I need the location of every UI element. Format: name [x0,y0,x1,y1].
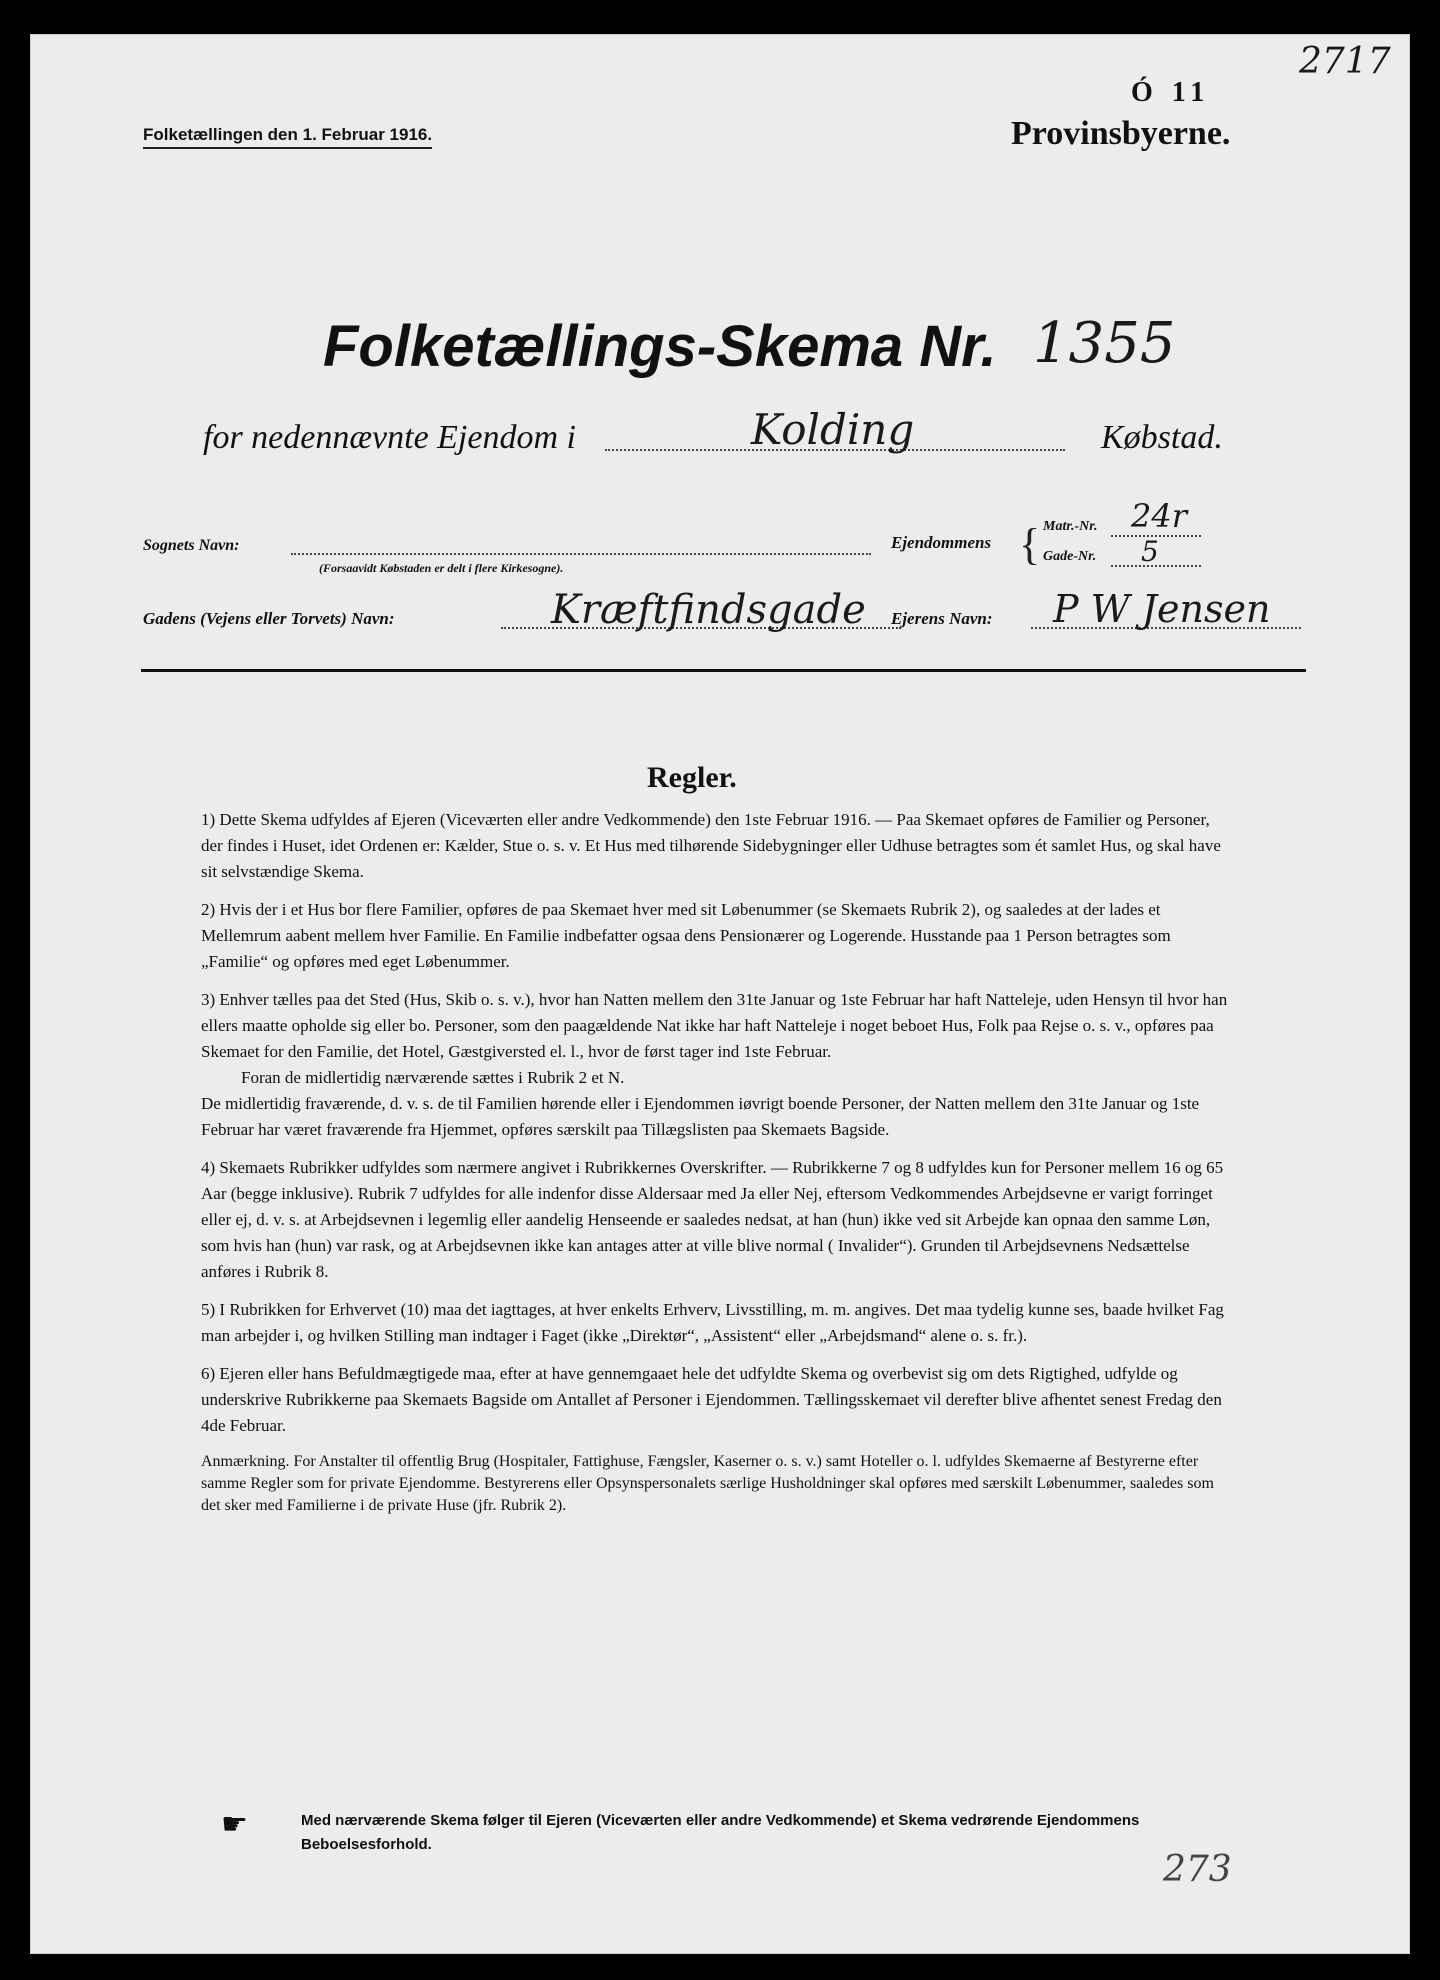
page-number: 2717 [1299,41,1391,82]
census-form-sheet [30,34,1410,1954]
gade-label: Gade-Nr. [1043,549,1097,564]
town-value: Kolding [751,405,915,454]
form-title [323,313,997,380]
property-line-suffix: Købstad. [1101,419,1223,456]
property-line-prefix: for nedennævnte Ejendom i [203,419,576,456]
street-label: Gadens (Vejens eller Torvets) Navn: [143,609,395,628]
bottom-number: 273 [1163,1849,1232,1890]
rules-title: Regler. [647,761,737,794]
census-header: Folketællingen den 1. Februar 1916. [143,125,432,149]
rule-5: 5) I Rubrikken for Erhvervet (10) maa det iagttages, at hver enkelts Erhverv, Livsstilling, m. m. angives. Det maa tydelig kunne ses, baade hvilket Fag man arbejder i, og hvilken Stilling man indtager i Faget (ikke „Direktør“, „Assistent“ eller „Arbejdsmand“ alene o. s. fr.). [201,1300,1224,1345]
gade-value: 5 [1141,535,1159,568]
form-title-text: Folketællings-Skema Nr. [323,314,997,379]
rule-1: 1) Dette Skema udfyldes af Ejeren (Viceværten eller andre Vedkommende) den 1ste Februar 1916. — Paa Skemaet opføres de Familier og Personer, der findes i Huset, idet Ordenen er: Kælder, Stue o. s. v. Et Hus med tilhørende Sidebygninger eller Udhuse betragtes som ét samlet Hus, og skal have sit selvstændige Skema. [201,810,1221,881]
rule-2: 2) Hvis der i et Hus bor flere Familier, opføres de paa Skemaet hver med sit Løbenummer (se Skemaets Rubrik 2), og saaledes at der lades et Mellemrum aabent mellem hver Familie. En Familie indbefatter ogsaa dens Pensionærer og Logerende. Husstande paa 1 Person betragtes som „Familie“ og opføres med eget Løbenummer. [201,900,1171,971]
rule-3: 3) Enhver tælles paa det Sted (Hus, Skib o. s. v.), hvor han Natten mellem den 31te Januar og 1ste Februar har haft Natteleje, uden Hensyn til hvor han ellers maatte opholde sig eller bo. Personer, som den paagældende Nat ikke har haft Natteleje i noget beboet Hus, Folk paa Rejse o. s. v., opføres paa Skemaet for den Familie, det Hotel, Gæstgiversted el. l., hvor de først tager ind 1ste Februar. [201,990,1228,1061]
parish-dotted-line [291,553,871,555]
corner-code: Ó 11 [1131,77,1211,108]
owner-label: Ejerens Navn: [891,609,993,628]
form-number: 1355 [1033,311,1176,376]
street-value: Kræftfindsgade [551,587,866,633]
parish-note: (Forsaavidt Købstaden er delt i flere Kirkesogne). [319,561,564,575]
parish-label: Sognets Navn: [143,537,240,554]
matr-value: 24r [1131,497,1188,535]
region-title: Provinsbyerne. [1011,115,1231,152]
rule-3-present: Foran de midlertidig nærværende sættes i Rubrik 2 et N. [241,1068,625,1087]
rule-remark: Anmærkning. For Anstalter til offentlig Brug (Hospitaler, Fattighuse, Fængsler, Kaserner o. s. v.) samt Hoteller o. l. udfyldes Skemaerne af Bestyrerne efter samme Regler som for private Ejendomme. Bestyrerens eller Opsynspersonalets særlige Husholdninger skal opføres med særskilt Løbenummer, saaledes som det sker med Familierne i de private Huse (jfr. Rubrik 2). [201,1453,1214,1514]
header-divider [141,669,1306,672]
footer-note: Med nærværende Skema følger til Ejeren (Viceværten eller andre Vedkommende) et Skema vedrørende Ejendommens Beboelsesforhold. [301,1812,1140,1853]
rule-3-absent: De midlertidig fraværende, d. v. s. de til Familien hørende eller i Ejendommen iøvrigt boende Personer, der Natten mellem den 31te Januar og 1ste Februar har været fraværende fra Hjemmet, opføres særskilt paa Tillægslisten paa Skemaets Bagside. [201,1094,1200,1139]
matr-label: Matr.-Nr. [1043,519,1098,534]
property-label: Ejendommens [891,533,992,552]
pointing-hand-icon: ☛ [221,1807,248,1842]
rule-6: 6) Ejeren eller hans Befuldmægtigede maa, efter at have gennemgaaet hele det udfyldte Skema og overbevist sig om dets Rigtighed, udfylde og underskrive Rubrikkerne paa Skemaets Bagside om Antallet af Personer i Ejendommen. Tællingsskemaet vil derefter blive afhentet senest Fredag den 4de Februar. [201,1364,1222,1435]
owner-value: P W Jensen [1053,587,1271,631]
rules-body [201,807,1231,1529]
rule-4: 4) Skemaets Rubrikker udfyldes som nærmere angivet i Rubrikkernes Overskrifter. — Rubrikkerne 7 og 8 udfyldes kun for Personer mellem 16 og 65 Aar (begge inklusive). Rubrik 7 udfyldes for alle indenfor disse Aldersaar med Ja eller Nej, eftersom Vedkommendes Arbejdsevne er varigt forringet eller ej, d. v. s. at Arbejdsevnen i legemlig eller aandelig Henseende er saaledes nedsat, at han (hun) ikke ved sit Arbejde kan opnaa den samme Løn, som hvis han (hun) var rask, og at Arbejdsevnen ikke kan antages atter at ville blive normal ( Invalider“). Grunden til Arbejdsevnens Nedsættelse anføres i Rubrik 8. [201,1158,1224,1281]
property-brace: { [1019,520,1041,569]
